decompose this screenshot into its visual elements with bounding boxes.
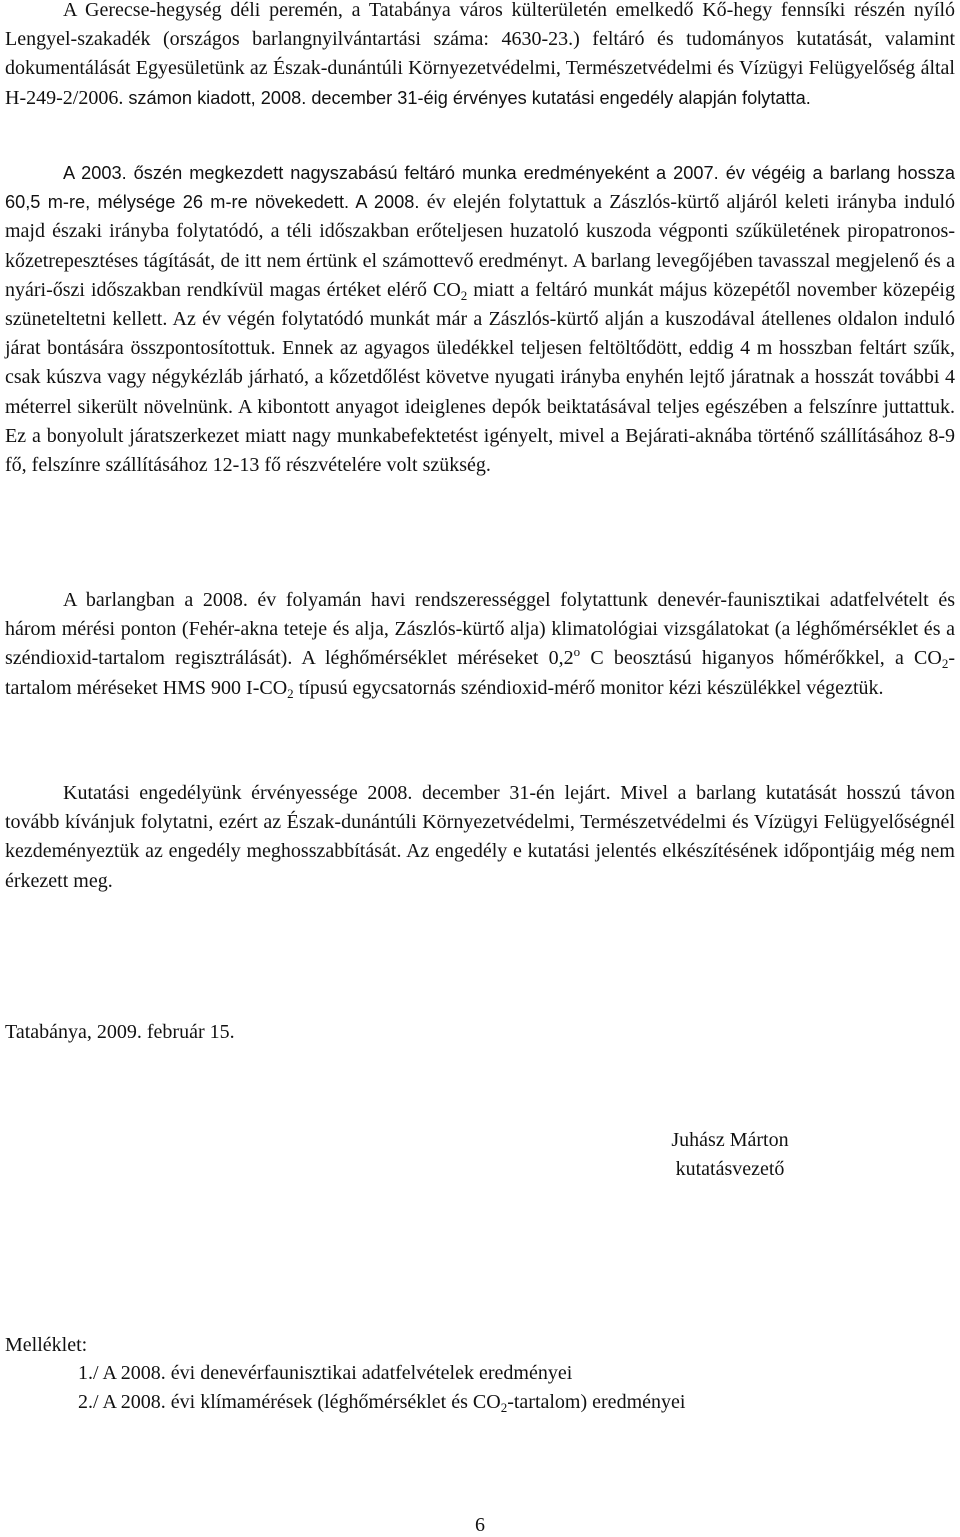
- co2-subscript: 2: [500, 1400, 508, 1415]
- attachments-list: [78, 1359, 685, 1417]
- excavation-text-a: év elején folytattuk a Zászlós-kürtő aljáról keleti irányba induló majd északi irányba folytatódó, a téli időszakban erőteljesen huzatoló kuszoda végponti szűkületének piropatronos-kőzetrepesztéses tágítását, de itt nem értünk el számottevő eredményt. A barlang levegőjében tavasszal megjelenő és a nyári-őszi időszakban rendkívül magas értéket elérő CO: [5, 191, 956, 301]
- page-number: 6: [475, 1514, 485, 1536]
- paragraph-permit: Kutatási engedélyünk érvényessége 2008. december 31-én lejárt. Mivel a barlang kutatását hosszú távon tovább kívánjuk folytatni, ezért az Észak-dunántúli Környezetvédelmi, Természetvédelmi és Vízügyi Felügyelőségnél kezdeményeztük az engedély meghosszabbítását. Az engedély e kutatási jelentés elkészítésének időpontjáig még nem érkezett meg.: [5, 782, 955, 892]
- intro-text-serif: A Gerecse-hegység déli peremén, a Tatabánya város külterületén emelkedő Kő-hegy fennsíki részén nyíló Lengyel-szakadék (országos barlangnyilvántartási száma: 4630-23.) feltáró és tudományos kutatását, valamint dokumentálását Egyesületünk az Észak-dunántúli Környezetvédelmi, Természetvédelmi és Vízügyi Felügyelőség által H-249-2/2006.: [5, 0, 955, 109]
- excavation-text-sans: A 2003. őszén megkezdett nagyszabású feltáró munka eredményeként a 2007. év végéig a barlang hossza 60,5 m-re, mélysége 26 m-re növekedett. A 2008.: [5, 163, 955, 213]
- co2-subscript: 2: [460, 287, 468, 303]
- co2-subscript: 2: [287, 685, 294, 701]
- measurements-text-c: -tartalom méréseket HMS 900 I-CO: [5, 647, 955, 699]
- attachment-item: 2./ A 2008. évi klímamérések (léghőmérséklet és $CO_2-tartalom$) eredményei: [78, 1391, 686, 1415]
- paragraph-intro: [5, 0, 955, 113]
- measurements-text-a: A barlangban a 2008. év folyamán havi rendszerességgel folytattunk denevér-faunisztikai adatfelvételt és három mérési ponton (Fehér-akna teteje és alja, Zászlós-kürtő alja) klimatológiai vizsgálatokat (a léghőmérséklet és a széndioxid-tartalom regisztrálását). A léghőmérséklet méréseket 0,2: [5, 589, 955, 670]
- measurements-text-d: típusú egycsatornás széndioxid-mérő monitor kézi készülékkel végeztük.: [293, 676, 884, 699]
- co2-subscript: 2: [941, 656, 949, 672]
- date-line: Tatabánya, 2009. február 15.: [5, 1021, 235, 1043]
- excavation-text-b: miatt a feltáró munkát május közepétől november közepéig szüneteltetni kellett. Az év végén folytatódó munkát már a Zászlós-kürtő alján a kuszodával átellenes oldalon induló járat bontására összpontosítottuk. Ennek az agyagos üledékkel teljesen feltöltődött, eddig 4 m hosszban feltárt szűk, csak kúszva vagy négykézláb járható, a kőzetdőlést követve nyugati irányba enyhén lejtő járatnak a hosszát további 4 méterrel sikerült növelnünk. A kibontott anyagot ideiglenes depók beiktatásával teljes egészében a felszínre juttattuk. Ez a bonyolult járatszerkezet miatt nagy munkabefektetést igényelt, mivel a Bejárati-aknába történő szállításához 8-9 fő, felszínre szállításához 12-13 fő részvételére volt szükség.: [5, 278, 955, 477]
- measurements-text-b: C beosztású higanyos hőmérőkkel, a CO: [580, 647, 942, 670]
- signature-role: kutatásvezető: [675, 1158, 785, 1180]
- attachment-item: 1./ A 2008. évi denevérfaunisztikai adatfelvételek eredményei: [78, 1362, 573, 1384]
- signature-name: Juhász Márton: [671, 1129, 789, 1151]
- attachments-title: Melléklet:: [5, 1334, 88, 1356]
- paragraph-measurements: [5, 586, 955, 703]
- intro-text-sans: számon kiadott, 2008. december 31-éig érvényes kutatási engedély alapján folytatta.: [128, 87, 811, 108]
- degree-superscript: o: [573, 644, 581, 660]
- paragraph-excavation: [5, 159, 955, 480]
- signature-block: [645, 1126, 815, 1184]
